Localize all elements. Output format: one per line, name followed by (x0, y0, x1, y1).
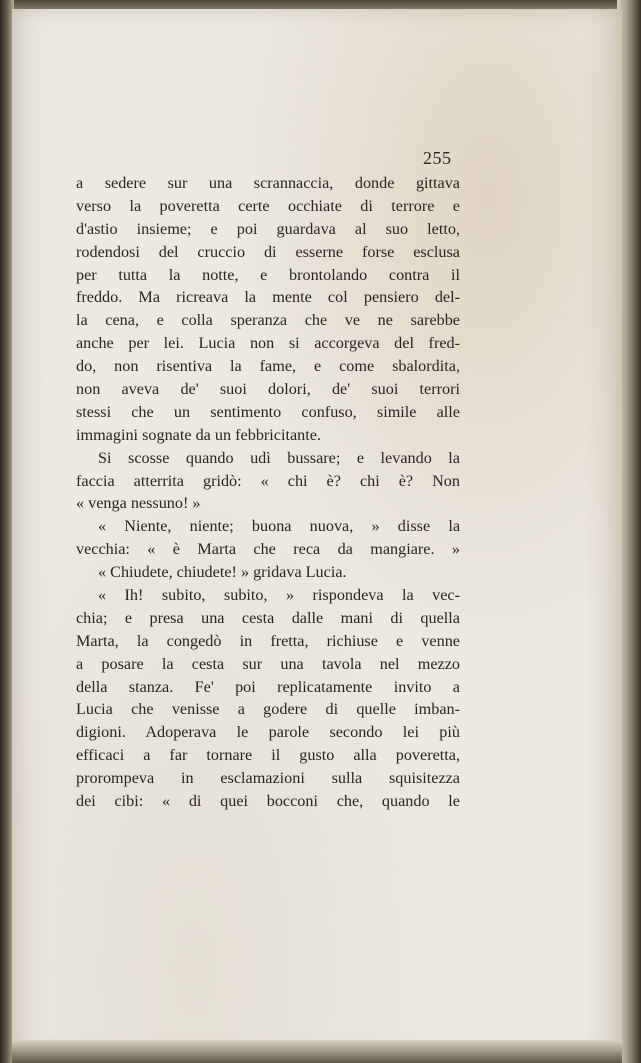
text-line: freddo. Ma ricreava la mente col pensiero del- (76, 288, 460, 307)
body-text (76, 172, 460, 813)
text-line: faccia atterrita gridò: « chi è? chi è? Non (76, 471, 460, 490)
text-line: a sedere sur una scrannaccia, donde gittava (76, 174, 460, 192)
text-line: immagini sognate da un febbricitante. (76, 425, 321, 444)
text-line: Marta, la congedò in fretta, richiuse e venne (76, 631, 460, 650)
text-line: efficaci a far tornare il gusto alla poveretta, (76, 746, 460, 765)
text-line: dei cibi: « di quei bocconi che, quando le (76, 792, 460, 811)
text-line: stessi che un sentimento confuso, simile alle (76, 402, 460, 421)
text-line: Si scosse quando udì bussare; e levando la (98, 448, 460, 467)
text-line: « venga nessuno! » (76, 494, 201, 513)
text-line: per tutta la notte, e brontolando contra il (76, 265, 460, 284)
text-line: chia; e presa una cesta dalle mani di quella (76, 608, 460, 627)
text-line: vecchia: « è Marta che reca da mangiare. » (76, 540, 460, 559)
text-line: a posare la cesta sur una tavola nel mezzo (76, 654, 460, 673)
text-line: rodendosi del cruccio di esserne forse esclusa (76, 242, 460, 261)
text-line: digioni. Adoperava le parole secondo lei più (76, 723, 460, 742)
book-bottom-edge (12, 1040, 622, 1063)
text-line: prorompeva in esclamazioni sulla squisitezza (76, 769, 460, 788)
text-line: Lucia che venisse a godere di quelle imban- (76, 700, 460, 719)
text-line: « Chiudete, chiudete! » gridava Lucia. (98, 563, 347, 582)
text-line: d'astio insieme; e poi guardava al suo letto, (76, 219, 460, 238)
text-line: della stanza. Fe' poi replicatamente invito a (76, 677, 460, 696)
text-line: verso la poveretta certe occhiate di terrore e (76, 196, 460, 215)
text-line: « Niente, niente; buona nuova, » disse la (98, 517, 460, 536)
text-line: « Ih! subito, subito, » rispondeva la vec- (98, 586, 460, 605)
text-line: anche per lei. Lucia non si accorgeva del fred- (76, 334, 460, 353)
page-number: 255 (423, 148, 452, 168)
text-line: non aveva de' suoi dolori, de' suoi terrori (76, 380, 460, 399)
text-line: do, non risentiva la fame, e come sbalordita, (76, 357, 460, 376)
text-line: la cena, e colla speranza che ve ne sarebbe (76, 311, 460, 330)
